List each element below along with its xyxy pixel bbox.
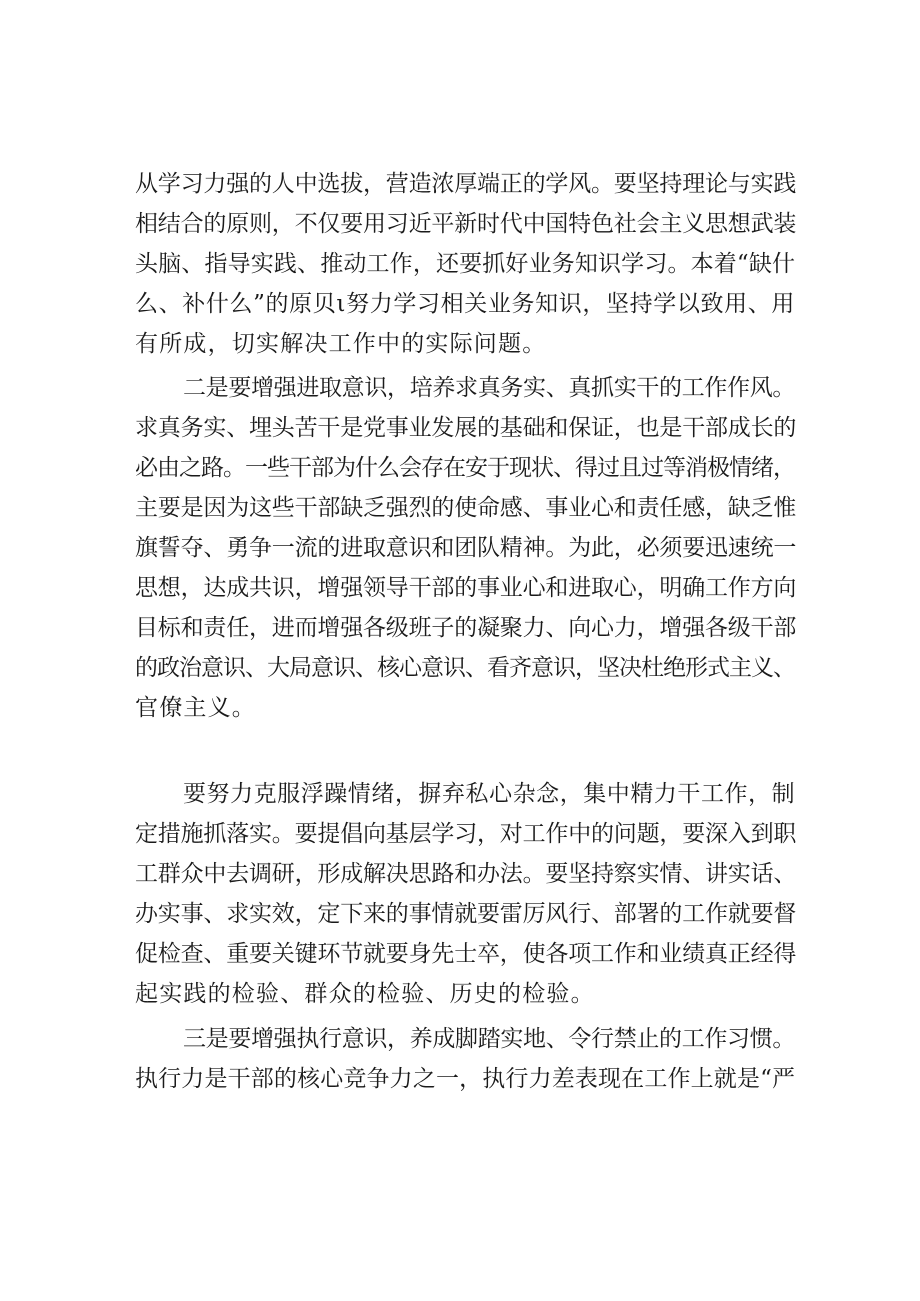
text-line: 目标和责任，进而增强各级班子的凝聚力、向心力，增强各级干部 <box>135 615 797 641</box>
paragraph-4 <box>135 1019 795 1099</box>
text-line: 有所成，切实解决工作中的实际问题。 <box>135 331 547 357</box>
text-line: 起实践的检验、群众的检验、历史的检验。 <box>135 981 595 1007</box>
paragraph-2 <box>135 368 795 728</box>
text-line: 执行力是干部的核心竞争力之一，执行力差表现在工作上就是“严 <box>135 1066 795 1092</box>
text-line: 么、补什么”的原贝ι努力学习相关业务知识，坚持学以致用、用 <box>135 291 795 317</box>
text-line: 主要是因为这些干部缺乏强烈的使命感、事业心和责任感，缺乏惟 <box>135 495 797 521</box>
text-line: 的政治意识、大局意识、核心意识、看齐意识，坚决杜绝形式主义、 <box>135 655 795 681</box>
text-line: 官僚主义。 <box>135 695 256 721</box>
text-line: 旗誓夺、勇争一流的进取意识和团队精神。为此，必须要迅速统一 <box>135 535 797 561</box>
text-line: 从学习力强的人中选拔，营造浓厚端正的学风。要坚持理论与实践 <box>135 171 797 197</box>
text-line: 定措施抓落实。要提倡向基层学习，对工作中的问题，要深入到职 <box>135 821 797 847</box>
text-line: 求真务实、埋头苦干是党事业发展的基础和保证，也是干部成长的 <box>135 415 797 441</box>
text-line: 相结合的原则，不仅要用习近平新时代中国特色社会主义思想武装 <box>135 211 797 237</box>
paragraph-1 <box>135 164 795 364</box>
text-line: 促检查、重要关键环节就要身先士卒，使各项工作和业绩真正经得 <box>135 941 797 967</box>
text-line: 办实事、求实效，定下来的事情就要雷厉风行、部署的工作就要督 <box>135 901 797 927</box>
paragraph-3 <box>135 774 795 1014</box>
text-line: 思想，达成共识，增强领导干部的事业心和进取心，明确工作方向 <box>135 575 797 601</box>
text-line: 必由之路。一些干部为什么会存在安于现状、得过且过等消极情绪， <box>135 455 795 481</box>
text-line: 要努力克服浮躁情绪，摒弃私心杂念，集中精力干工作，制 <box>183 781 795 807</box>
text-line: 工群众中去调研，形成解决思路和办法。要坚持察实情、讲实话、 <box>135 861 797 887</box>
text-line: 三是要增强执行意识，养成脚踏实地、令行禁止的工作习惯。 <box>183 1026 795 1052</box>
text-line: 二是要增强进取意识，培养求真务实、真抓实干的工作作风。 <box>183 375 795 401</box>
text-line: 头脑、指导实践、推动工作，还要抓好业务知识学习。本着“缺什 <box>135 251 795 277</box>
